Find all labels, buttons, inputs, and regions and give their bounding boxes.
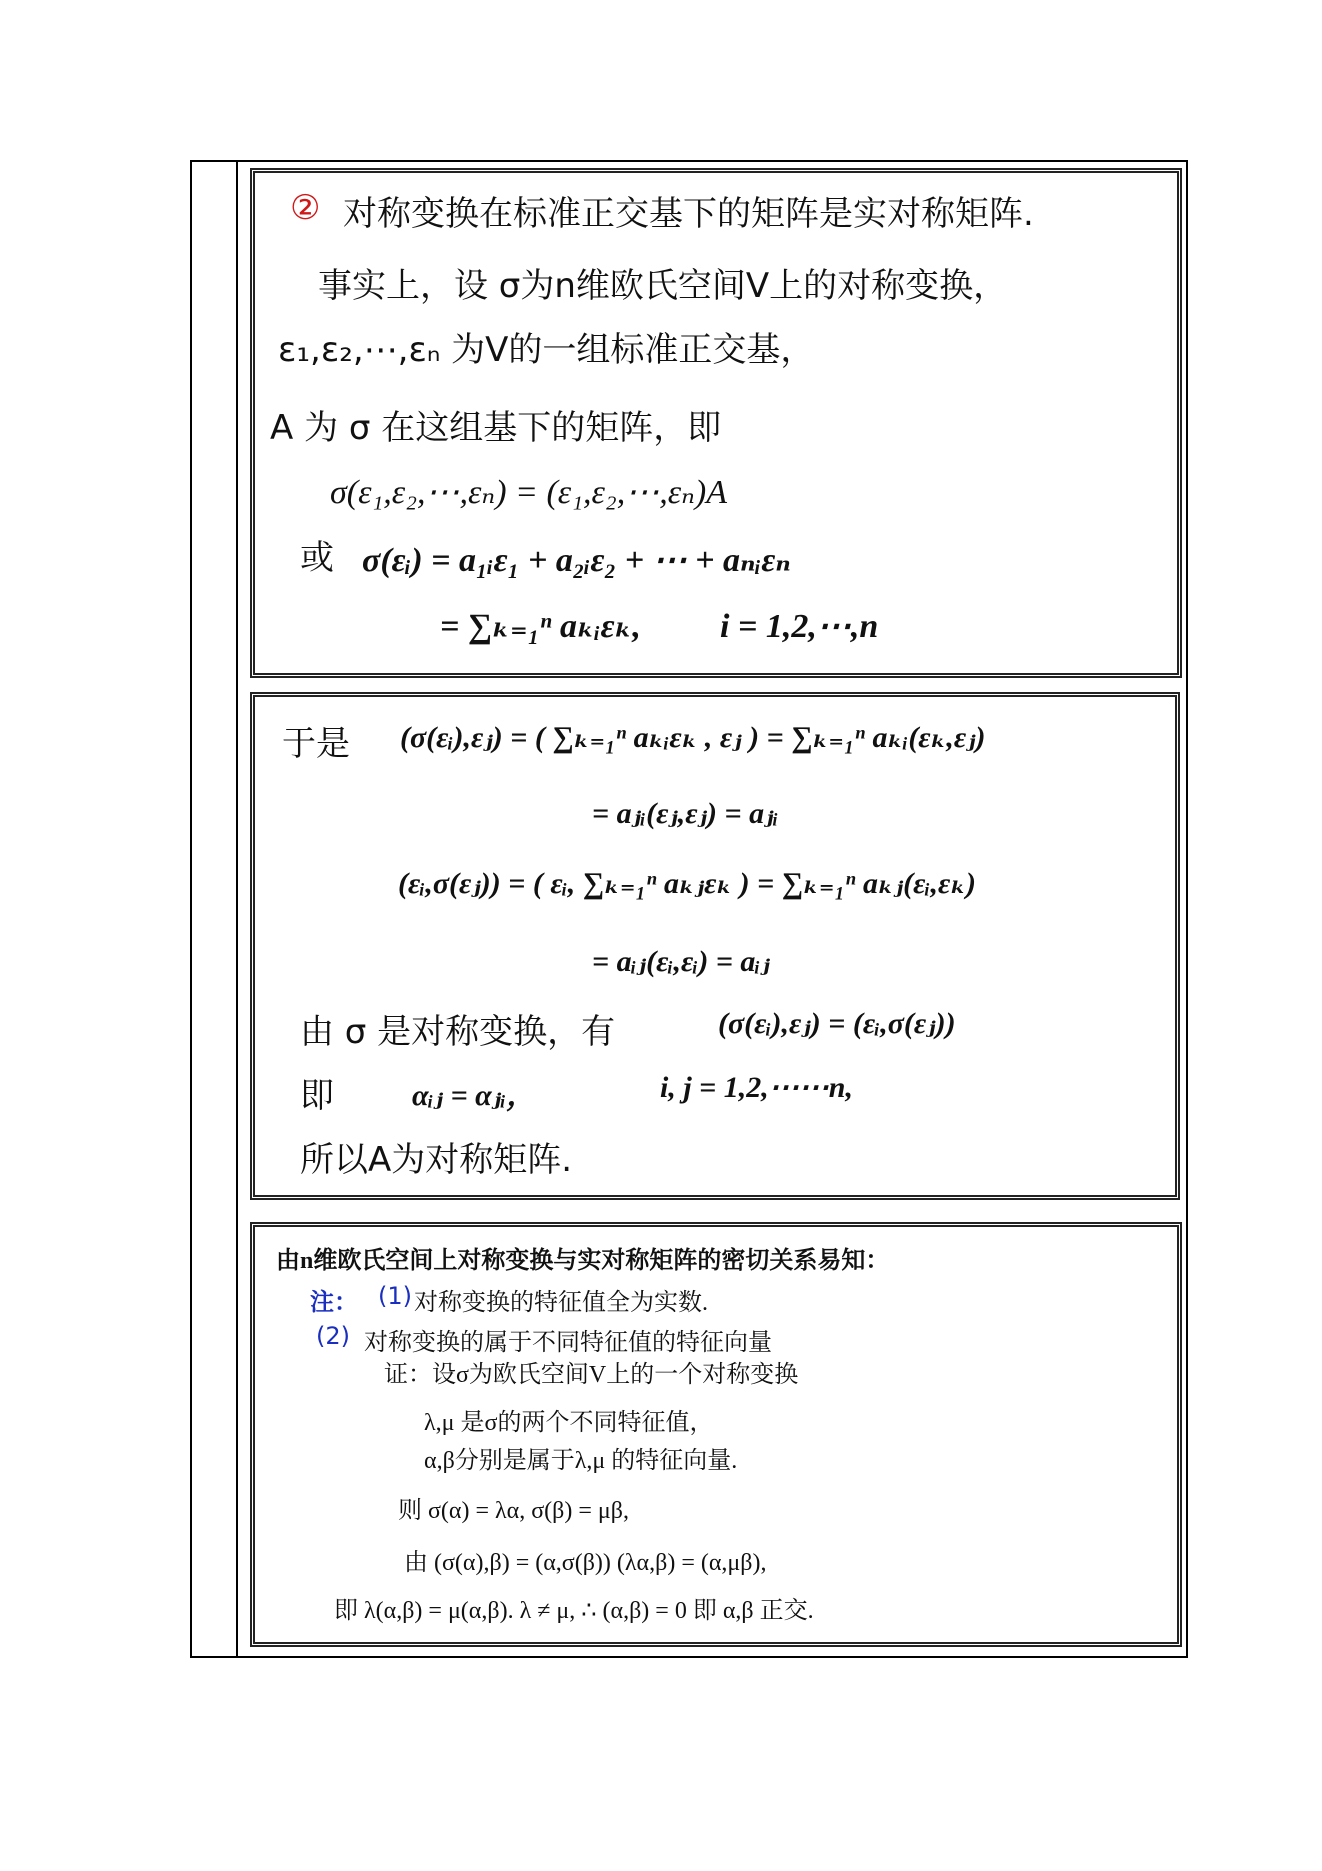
panel1-line1: 事实上，设 σ为n维欧氏空间V上的对称变换，	[318, 266, 1008, 306]
panel2-eq2: = aⱼᵢ(εⱼ,εⱼ) = aⱼᵢ	[592, 797, 779, 830]
panel3-note2: 对称变换的属于不同特征值的特征向量	[364, 1330, 772, 1356]
panel2-eq4: = aᵢⱼ(εᵢ,εᵢ) = aᵢⱼ	[592, 945, 770, 978]
panel1-eq2: σ(εᵢ) = a₁ᵢε₁ + a₂ᵢε₂ + ⋯ + aₙᵢεₙ	[362, 542, 791, 579]
panel3-note1-num: (1)	[378, 1282, 412, 1310]
panel1-eq3-range: i = 1,2,⋯,n	[720, 608, 879, 645]
panel3-proof: 证：设σ为欧氏空间V上的一个对称变换	[384, 1362, 799, 1388]
panel1-eq1: σ(ε₁,ε₂,⋯,εₙ) = (ε₁,ε₂,⋯,εₙ)A	[330, 474, 727, 511]
panel3-p2: α,β分别是属于λ,μ 的特征向量.	[424, 1448, 738, 1474]
panel1-or: 或	[300, 538, 334, 578]
panel1-heading: 对称变换在标准正交基下的矩阵是实对称矩阵.	[343, 194, 1034, 234]
panel2-line5b: (σ(εᵢ),εⱼ) = (εᵢ,σ(εⱼ))	[718, 1007, 956, 1040]
panel3-p4: 由 (σ(α),β) = (α,σ(β)) (λα,β) = (α,μβ),	[404, 1550, 767, 1576]
panel3-intro: 由n维欧氏空间上对称变换与实对称矩阵的密切关系易知：	[276, 1248, 890, 1274]
panel2-line6b: αᵢⱼ = αⱼᵢ，	[412, 1079, 537, 1112]
panel1-line3: A 为 σ 在这组基下的矩阵，即	[270, 408, 722, 448]
panel2-line5a: 由 σ 是对称变换，有	[300, 1012, 616, 1052]
panel3-p5: 即 λ(α,β) = μ(α,β). λ ≠ μ, ∴ (α,β) = 0 即 α,β 正交.	[334, 1598, 814, 1624]
panel2-line6a: 即	[300, 1076, 334, 1116]
panel1-eq3: = ∑ₖ₌₁ⁿ aₖᵢεₖ,	[440, 608, 641, 645]
left-column	[192, 162, 238, 1656]
panel2-eq3: (εᵢ,σ(εⱼ)) = ( εᵢ, ∑ₖ₌₁ⁿ aₖⱼεₖ ) = ∑ₖ₌₁ⁿ aₖⱼ(εᵢ,εₖ)	[398, 867, 977, 900]
panel1-line2: ε₁,ε₂,⋯,εₙ 为V的一组标准正交基，	[278, 330, 815, 370]
panel2-eq1: (σ(εᵢ),εⱼ) = ( ∑ₖ₌₁ⁿ aₖᵢεₖ , εⱼ ) = ∑ₖ₌₁ⁿ aₖᵢ(εₖ,εⱼ)	[400, 721, 986, 754]
panel2-yushi: 于是	[282, 724, 350, 764]
panel3-note-label: 注：	[310, 1288, 358, 1316]
panel3-p1: λ,μ 是σ的两个不同特征值，	[424, 1410, 714, 1436]
panel2-line7: 所以A为对称矩阵.	[300, 1140, 573, 1180]
marker-circled-2: ②	[290, 188, 321, 228]
panel3-note1: 对称变换的特征值全为实数.	[414, 1290, 708, 1316]
panel3-p3: 则 σ(α) = λα, σ(β) = μβ,	[398, 1498, 629, 1524]
panel2-line6c: i, j = 1,2,⋯⋯n,	[660, 1071, 853, 1104]
panel3-note2-num: (2)	[316, 1322, 350, 1350]
